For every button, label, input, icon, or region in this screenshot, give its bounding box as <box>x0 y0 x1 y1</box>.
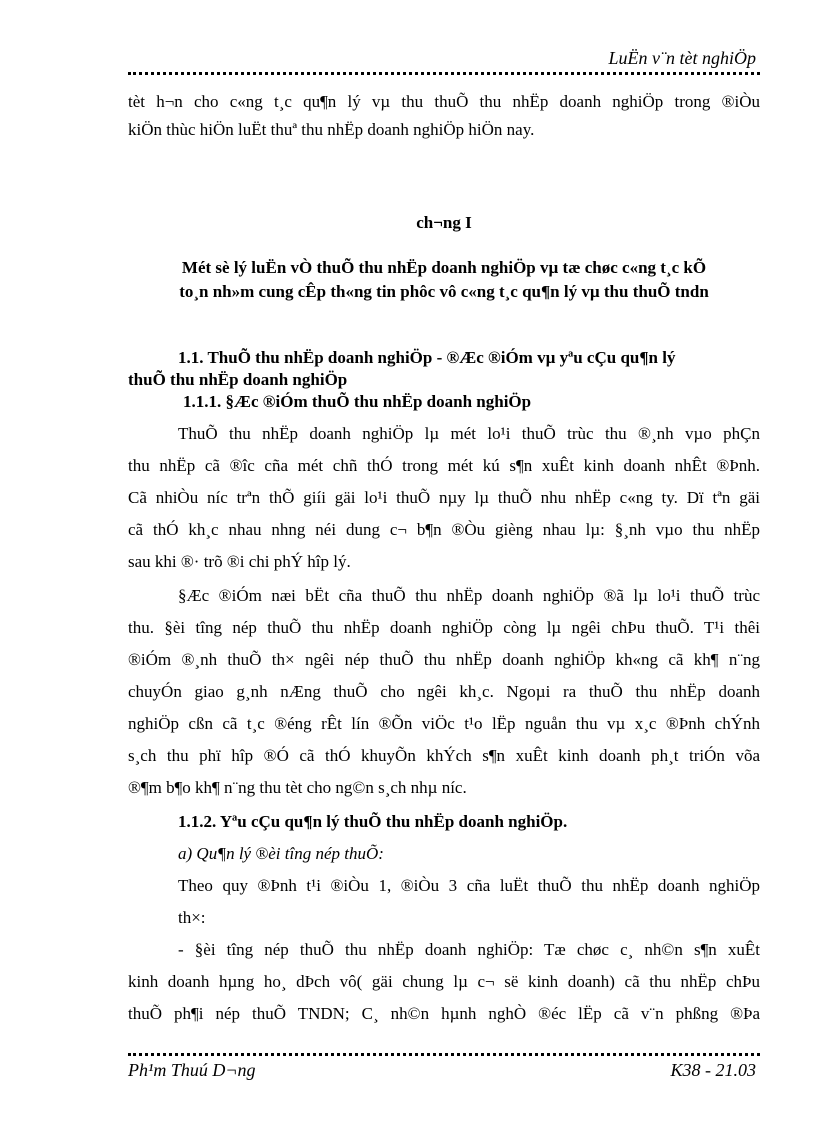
section-1-1-1-title: 1.1.1. §Æc ®iÓm thuÕ thu nhËp doanh nghiÖp <box>183 392 532 411</box>
chapter-title-line: to¸n nh»m cung cÊp th«ng tin phôc vô c«ng t¸c qu¶n lý vµ thu thuÕ tndn <box>179 282 709 301</box>
paragraph-line: thuÕ ph¶i nép thuÕ TNDN; C¸ nh©n hµnh nghÒ ®éc lËp cã v¨n phßng ®Þa <box>128 1004 760 1023</box>
paragraph-line: ThuÕ thu nhËp doanh nghiÖp lµ mét lo¹i thuÕ trùc thu ®¸nh vµo phÇn <box>178 424 760 443</box>
paragraph-line: §Æc ®iÓm næi bËt cña thuÕ thu nhËp doanh nghiÖp ®ã lµ lo¹i thuÕ trùc <box>178 586 760 605</box>
paragraph-line: ®iÓm ®¸nh thuÕ th× ngêi nép thuÕ thu nhËp doanh nghiÖp kh«ng cã kh¶ n¨ng <box>128 650 760 669</box>
paragraph-line: thu nhËp cã ®îc cña mét chñ thÓ trong mét kú s¶n xuÊt kinh doanh nhÊt ®Þnh. <box>128 456 760 475</box>
footer-author: Ph¹m Thuú D¬ng <box>128 1060 256 1080</box>
intro-line: kiÖn thùc hiÖn luËt thuª thu nhËp doanh nghiÖp hiÖn nay. <box>128 120 535 139</box>
paragraph-line: Cã nhiÒu níc trªn thÕ giíi gäi lo¹i thuÕ nµy lµ thuÕ nhu nhËp c«ng ty. Dï tªn gäi <box>128 488 760 507</box>
paragraph-line: nghiÖp cßn cã t¸c ®éng rÊt lín ®Õn viÖc t¹o lËp nguån thu vµ x¸c ®Þnh chÝnh <box>128 714 760 733</box>
section-1-1-title: 1.1. ThuÕ thu nhËp doanh nghiÖp - ®Æc ®iÓm vµ yªu cÇu qu¶n lý <box>178 348 676 367</box>
paragraph-line: thu. §èi tîng nép thuÕ thu nhËp doanh nghiÖp còng lµ ngêi chÞu thuÕ. T¹i thêi <box>128 618 760 637</box>
chapter-title-line: Mét sè lý luËn vÒ thuÕ thu nhËp doanh nghiÖp vµ tæ chøc c«ng t¸c kÕ <box>181 258 707 277</box>
paragraph-line: sau khi ®· trõ ®i chi phÝ hîp lý. <box>128 552 351 571</box>
footer-code: K38 - 21.03 <box>670 1060 756 1080</box>
paragraph-line: th×: <box>178 908 206 927</box>
section-1-1-2-title: 1.1.2. Yªu cÇu qu¶n lý thuÕ thu nhËp doanh nghiÖp. <box>178 812 568 831</box>
intro-line: tèt h¬n cho c«ng t¸c qu¶n lý vµ thu thuÕ thu nhËp doanh nghiÖp trong ®iÒu <box>128 92 760 111</box>
paragraph-line: chuyÓn giao g¸nh nÆng thuÕ cho ngêi kh¸c. Ngoµi ra thuÕ thu nhËp doanh <box>128 682 760 701</box>
header-title: LuËn v¨n tèt nghiÖp <box>608 48 756 68</box>
header-divider <box>128 72 760 75</box>
paragraph-line: ®¶m b¶o kh¶ n¨ng thu tèt cho ng©n s¸ch nhµ níc. <box>128 778 467 797</box>
paragraph-line: Theo quy ®Þnh t¹i ®iÒu 1, ®iÒu 3 cña luËt thuÕ thu nhËp doanh nghiÖp <box>178 876 760 895</box>
paragraph-line: cã thÓ kh¸c nhau nhng néi dung c¬ b¶n ®Òu gièng nhau lµ: §¸nh vµo thu nhËp <box>128 520 760 539</box>
footer-divider <box>128 1053 760 1056</box>
paragraph-line: kinh doanh hµng ho¸ dÞch vô( gäi chung lµ c¬ së kinh doanh) cã thu nhËp chÞu <box>128 972 760 991</box>
paragraph-line: - §èi tîng nép thuÕ thu nhËp doanh nghiÖp: Tæ chøc c¸ nh©n s¶n xuÊt <box>178 940 760 959</box>
chapter-label: ch¬ng I <box>416 213 472 232</box>
subsection-a-title: a) Qu¶n lý ®èi tîng nép thuÕ: <box>178 844 384 863</box>
section-1-1-title-cont: thuÕ thu nhËp doanh nghiÖp <box>128 370 348 389</box>
paragraph-line: s¸ch thu phï hîp ®Ó cã thÓ khuyÕn khÝch s¶n xuÊt kinh doanh ph¸t triÓn võa <box>128 746 760 765</box>
